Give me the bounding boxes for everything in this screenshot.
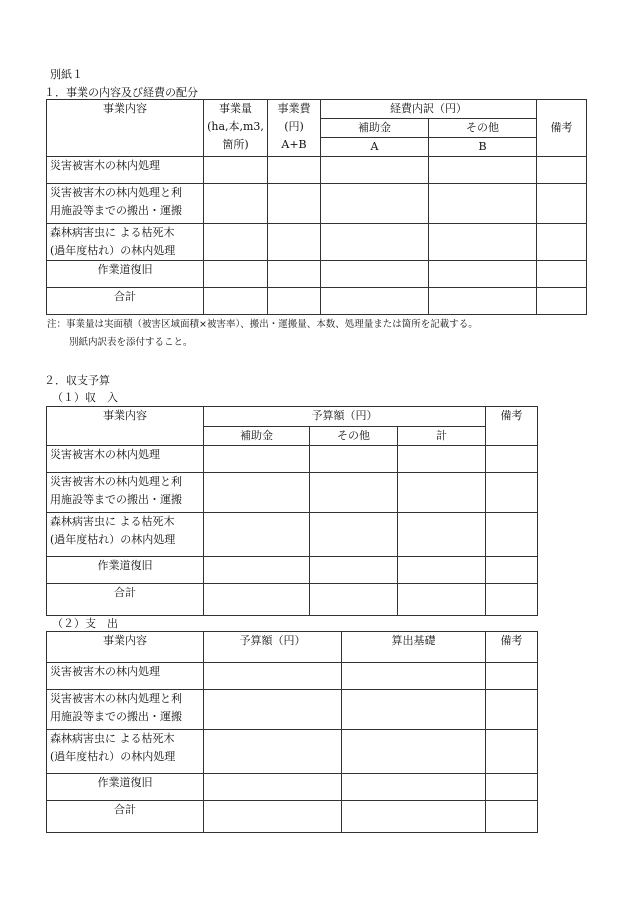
header-content: 事業内容 xyxy=(47,632,204,663)
header-total: 計 xyxy=(398,427,486,446)
total-row-label: 合計 xyxy=(47,801,204,833)
section1-heading: １．事業の内容及び経費の配分 xyxy=(44,86,198,99)
row-label: 災害被害木の林内処理 xyxy=(47,663,204,690)
header-other-letter: B xyxy=(429,138,537,157)
header-subsidy-letter: A xyxy=(321,138,429,157)
row-label: 災害被害木の林内処理と利 用施設等までの搬出・運搬 xyxy=(47,690,204,730)
note-line-1: 注：事業量は実面積（被害区域面積×被害率）、搬出・運搬量、本数、処理量または箇所を記載する。 xyxy=(47,319,478,330)
row-label: 災害被害木の林内処理 xyxy=(47,446,204,473)
header-basis: 算出基礎 xyxy=(342,632,486,663)
row-label: 作業道復旧 xyxy=(47,774,204,801)
row-label: 森林病害虫に よる枯死木 (過年度枯れ）の林内処理 xyxy=(47,730,204,774)
header-quantity: 事業量 (ha,本,m3, 箇所) xyxy=(204,100,268,157)
document-label: 別紙１ xyxy=(50,68,83,81)
row-label: 災害被害木の林内処理 xyxy=(47,157,204,184)
section2-heading: ２．収支予算 xyxy=(44,374,110,387)
header-subsidy: 補助金 xyxy=(204,427,310,446)
row-label: 災害被害木の林内処理と利 用施設等までの搬出・運搬 xyxy=(47,473,204,513)
note-line-2: 別紙内訳表を添付すること。 xyxy=(69,337,193,348)
row-label: 作業道復旧 xyxy=(47,557,204,584)
header-remarks: 備考 xyxy=(486,407,538,446)
header-breakdown: 経費内訳（円） xyxy=(321,100,537,119)
expense-table xyxy=(46,631,538,833)
total-row-label: 合計 xyxy=(47,288,204,315)
row-label: 作業道復旧 xyxy=(47,261,204,288)
header-remarks: 備考 xyxy=(486,632,538,663)
total-row-label: 合計 xyxy=(47,584,204,616)
row-label: 森林病害虫に よる枯死木 (過年度枯れ）の林内処理 xyxy=(47,513,204,557)
expense-heading: （２）支 出 xyxy=(52,617,118,630)
income-heading: （１）収 入 xyxy=(52,391,118,404)
header-other: その他 xyxy=(310,427,398,446)
header-content: 事業内容 xyxy=(47,100,204,157)
header-content: 事業内容 xyxy=(47,407,204,446)
row-label: 災害被害木の林内処理と利 用施設等までの搬出・運搬 xyxy=(47,184,204,224)
row-label: 森林病害虫に よる枯死木 (過年度枯れ）の林内処理 xyxy=(47,224,204,261)
header-cost: 事業費 (円) A+B xyxy=(268,100,321,157)
header-budget: 予算額（円） xyxy=(204,407,486,427)
income-table xyxy=(46,406,538,616)
header-other: その他 xyxy=(429,119,537,138)
header-remarks: 備考 xyxy=(537,100,587,157)
header-budget: 予算額（円） xyxy=(204,632,342,663)
expense-allocation-table xyxy=(46,99,587,315)
header-subsidy: 補助金 xyxy=(321,119,429,138)
